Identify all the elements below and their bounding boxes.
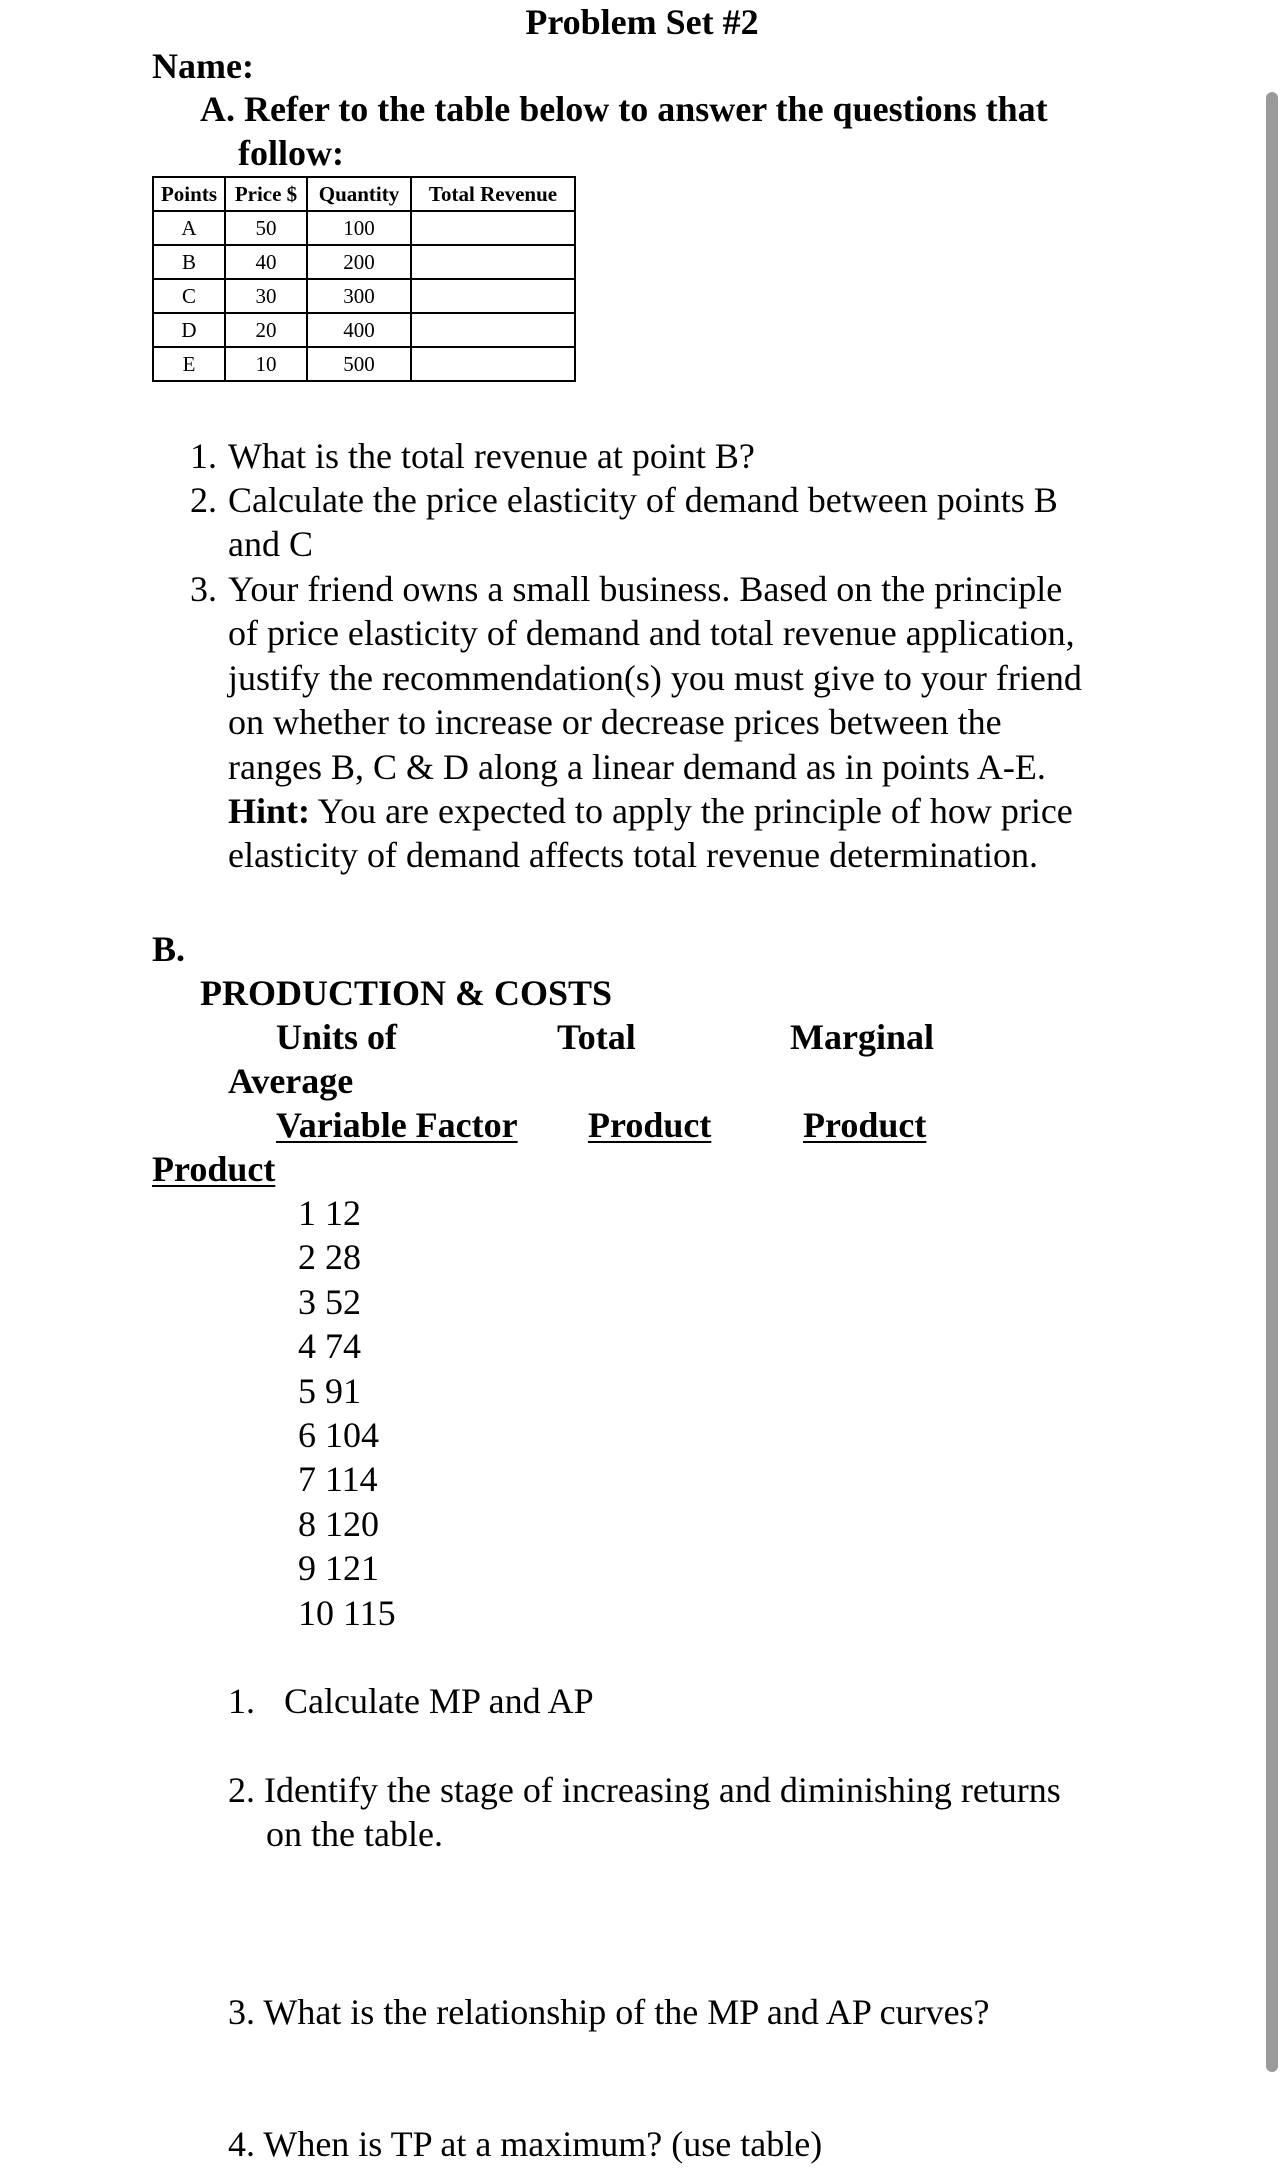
hint-label: Hint: [228, 791, 311, 831]
section-a-heading-line2: follow: [238, 133, 344, 173]
page-title: Problem Set #2 [525, 2, 759, 42]
cell-total-revenue [411, 211, 575, 245]
price-quantity-table [152, 176, 576, 382]
table-row [153, 313, 575, 347]
col-average: Average [228, 1061, 354, 1101]
question-text: on whether to increase or decrease prices between the [228, 702, 1002, 742]
question-text: elasticity of demand affects total revenue determination. [228, 835, 1039, 875]
table-row [153, 279, 575, 313]
col-product-total: Product [588, 1105, 712, 1145]
hint-line [228, 789, 1073, 833]
cell-point: C [153, 279, 225, 313]
list-item: 8 120 [298, 1504, 379, 1544]
col-product-average: Product [152, 1149, 276, 1189]
cell-point: E [153, 347, 225, 381]
header-quantity: Quantity [307, 177, 411, 211]
table-row [153, 245, 575, 279]
list-item: 1 12 [298, 1193, 361, 1233]
cell-quantity: 400 [307, 313, 411, 347]
list-item: 7 114 [298, 1459, 378, 1499]
col-marginal: Marginal [790, 1017, 934, 1057]
question-text: 2. Identify the stage of increasing and diminishing returns [228, 1770, 1061, 1810]
cell-quantity: 300 [307, 279, 411, 313]
question-text: Calculate the price elasticity of demand between points B [228, 480, 1058, 520]
table-header-row [153, 177, 575, 211]
cell-point: D [153, 313, 225, 347]
question-text: and C [228, 524, 313, 564]
cell-quantity: 500 [307, 347, 411, 381]
col-units-of: Units of [276, 1017, 398, 1057]
section-b-label: B. [152, 929, 186, 969]
question-text: Calculate MP and AP [284, 1681, 594, 1721]
cell-quantity: 100 [307, 211, 411, 245]
header-price: Price $ [225, 177, 307, 211]
cell-price: 50 [225, 211, 307, 245]
cell-quantity: 200 [307, 245, 411, 279]
question-text: ranges B, C & D along a linear demand as in points A-E. [228, 747, 1046, 787]
cell-total-revenue [411, 313, 575, 347]
cell-total-revenue [411, 245, 575, 279]
question-text: 3. What is the relationship of the MP and AP curves? [228, 1992, 990, 2032]
cell-total-revenue [411, 279, 575, 313]
list-item: 6 104 [298, 1415, 379, 1455]
cell-price: 10 [225, 347, 307, 381]
vertical-scrollbar[interactable] [1266, 92, 1278, 2072]
section-b-heading: PRODUCTION & COSTS [200, 973, 613, 1013]
question-number: 3. [190, 569, 217, 609]
question-number: 2. [190, 480, 217, 520]
table-row [153, 347, 575, 381]
list-item: 10 115 [298, 1593, 396, 1633]
header-total-revenue: Total Revenue [411, 177, 575, 211]
list-item: 5 91 [298, 1371, 361, 1411]
col-variable-factor: Variable Factor [276, 1105, 518, 1145]
cell-price: 30 [225, 279, 307, 313]
list-item: 4 74 [298, 1326, 361, 1366]
question-text: on the table. [266, 1814, 443, 1854]
header-points: Points [153, 177, 225, 211]
section-a-heading-line1: A. Refer to the table below to answer the questions that [200, 89, 1048, 129]
question-text: of price elasticity of demand and total revenue application, [228, 613, 1075, 653]
cell-price: 40 [225, 245, 307, 279]
table-row [153, 211, 575, 245]
question-text: 4. When is TP at a maximum? (use table) [228, 2124, 823, 2164]
name-label: Name: [152, 46, 254, 86]
question-text: What is the total revenue at point B? [228, 436, 755, 476]
cell-total-revenue [411, 347, 575, 381]
question-number: 1. [228, 1681, 255, 1721]
question-text: Your friend owns a small business. Based on the principle [228, 569, 1063, 609]
list-item: 2 28 [298, 1237, 361, 1277]
list-item: 3 52 [298, 1282, 361, 1322]
question-text: justify the recommendation(s) you must give to your friend [228, 658, 1082, 698]
question-number: 1. [190, 436, 217, 476]
hint-text: You are expected to apply the principle of how price [310, 791, 1073, 831]
cell-price: 20 [225, 313, 307, 347]
list-item: 9 121 [298, 1548, 379, 1588]
col-total: Total [557, 1017, 636, 1057]
cell-point: A [153, 211, 225, 245]
col-product-marginal: Product [803, 1105, 927, 1145]
cell-point: B [153, 245, 225, 279]
